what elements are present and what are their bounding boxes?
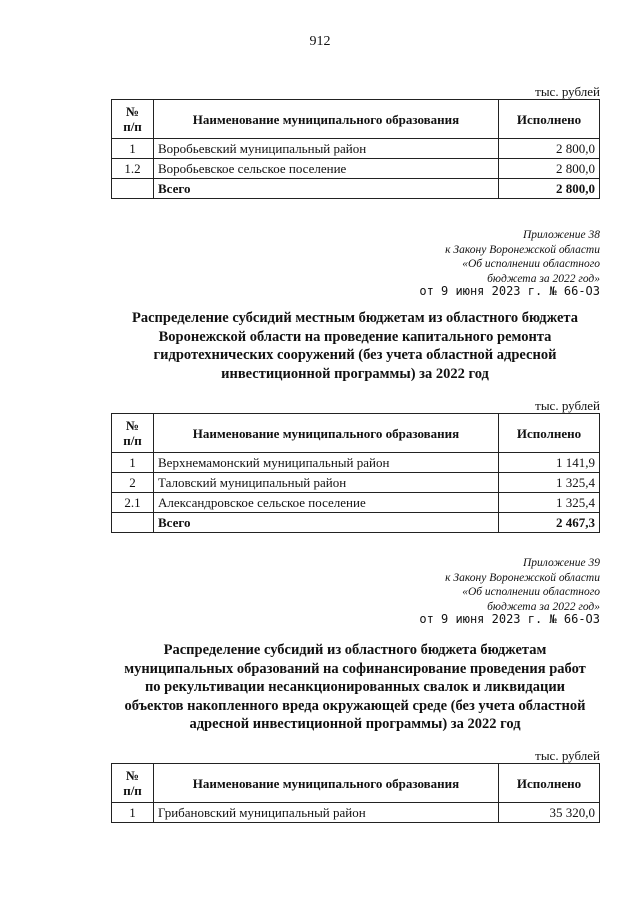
- header-name: Наименование муниципального образования: [154, 414, 499, 453]
- row-name: Таловский муниципальный район: [154, 473, 499, 493]
- appendix-38-date: от 9 июня 2023 г. № 66-ОЗ: [419, 284, 600, 298]
- row-value: 1 325,4: [499, 493, 600, 513]
- section-title-38: [100, 309, 610, 383]
- page-number: 912: [309, 34, 331, 49]
- row-name: Александровское сельское поселение: [154, 493, 499, 513]
- table-row: [112, 139, 600, 159]
- title-line: гидротехнических сооружений (без учета областной адресной: [153, 347, 557, 363]
- appendix-line: к Закону Воронежской области: [445, 571, 600, 584]
- header-num: № п/п: [112, 100, 154, 139]
- row-num: 1: [112, 453, 154, 473]
- table-row: [112, 473, 600, 493]
- row-value: 1 141,9: [499, 453, 600, 473]
- row-value: 2 800,0: [499, 139, 600, 159]
- appendix-line: бюджета за 2022 год»: [487, 600, 600, 613]
- row-value: 2 800,0: [499, 159, 600, 179]
- row-name: Воробьевское сельское поселение: [154, 159, 499, 179]
- row-num: 2.1: [112, 493, 154, 513]
- header-num: № п/п: [112, 414, 154, 453]
- total-row: [112, 179, 600, 199]
- budget-table-3: [111, 763, 600, 823]
- header-value: Исполнено: [499, 100, 600, 139]
- section-title-39: [100, 641, 610, 734]
- title-line: муниципальных образований на софинансирование проведения работ: [124, 660, 586, 677]
- table-row: [112, 493, 600, 513]
- appendix-38-note: [445, 228, 600, 286]
- title-line: объектов накопленного вреда окружающей среде (без учета областной: [124, 697, 586, 714]
- table-header-row: [112, 764, 600, 803]
- budget-table-2: [111, 413, 600, 533]
- units-label: тыс. рублей: [535, 84, 600, 99]
- title-line: инвестиционной программы) за 2022 год: [221, 365, 489, 382]
- title-line: по рекультивации несанкционированных свалок и ликвидации: [144, 679, 566, 695]
- title-line: Распределение субсидий местным бюджетам из областного бюджета: [132, 310, 578, 326]
- table-row: [112, 453, 600, 473]
- total-value: 2 467,3: [499, 513, 600, 533]
- row-num: 1.2: [112, 159, 154, 179]
- row-name: Грибановский муниципальный район: [154, 803, 499, 823]
- appendix-line: к Закону Воронежской области: [445, 243, 600, 256]
- row-num: 1: [112, 139, 154, 159]
- header-num: № п/п: [112, 764, 154, 803]
- table-row: [112, 803, 600, 823]
- title-line: Воронежской области на проведение капитального ремонта: [158, 328, 552, 345]
- appendix-39-note: [445, 556, 600, 614]
- title-line: адресной инвестиционной программы) за 2022 год: [189, 716, 521, 732]
- total-num-cell: [112, 513, 154, 533]
- appendix-line: Приложение 39: [522, 557, 600, 569]
- row-value: 35 320,0: [499, 803, 600, 823]
- appendix-line: Приложение 38: [522, 229, 600, 241]
- appendix-line: «Об исполнении областного: [462, 586, 600, 598]
- appendix-39-date: от 9 июня 2023 г. № 66-ОЗ: [419, 612, 600, 626]
- budget-table-1: [111, 99, 600, 199]
- row-name: Верхнемамонский муниципальный район: [154, 453, 499, 473]
- total-label: Всего: [154, 179, 499, 199]
- total-value: 2 800,0: [499, 179, 600, 199]
- header-value: Исполнено: [499, 764, 600, 803]
- total-label: Всего: [154, 513, 499, 533]
- units-label: тыс. рублей: [535, 398, 600, 413]
- row-name: Воробьевский муниципальный район: [154, 139, 499, 159]
- appendix-line: бюджета за 2022 год»: [487, 272, 600, 285]
- header-value: Исполнено: [499, 414, 600, 453]
- total-row: [112, 513, 600, 533]
- row-value: 1 325,4: [499, 473, 600, 493]
- appendix-line: «Об исполнении областного: [462, 258, 600, 270]
- title-line: Распределение субсидий из областного бюджета бюджетам: [163, 642, 547, 658]
- units-label: тыс. рублей: [535, 748, 600, 763]
- table-header-row: [112, 100, 600, 139]
- table-row: [112, 159, 600, 179]
- header-name: Наименование муниципального образования: [154, 764, 499, 803]
- header-name: Наименование муниципального образования: [154, 100, 499, 139]
- table-header-row: [112, 414, 600, 453]
- row-num: 2: [112, 473, 154, 493]
- total-num-cell: [112, 179, 154, 199]
- row-num: 1: [112, 803, 154, 823]
